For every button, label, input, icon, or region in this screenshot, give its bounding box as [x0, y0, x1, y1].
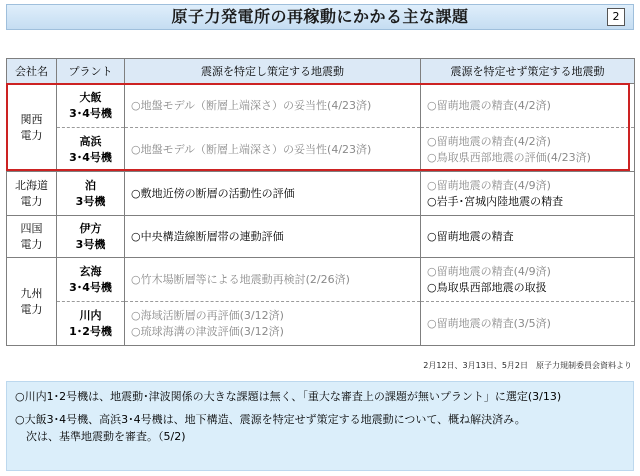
genkai-specified-issue: ○竹木場断層等による地震動再検討(2/26済): [125, 258, 421, 302]
summary-box: [6, 381, 634, 471]
table-row: [7, 258, 635, 302]
company-shikoku: 四国 電力: [7, 216, 57, 258]
source-note: 2月12日、3月13日、5月2日 原子力規制委員会資料より: [423, 361, 632, 370]
plant-ikata: 伊方 3号機: [57, 216, 125, 258]
table-row: [7, 172, 635, 216]
issues-table: [6, 58, 635, 346]
table-header-row: [7, 59, 635, 84]
tomari-unspecified-issue: ○留萌地震の精査(4/9済) ○岩手･宮城内陸地震の精査: [421, 172, 635, 216]
page-number: 2: [607, 8, 625, 26]
plant-tomari: 泊 3号機: [57, 172, 125, 216]
company-kansai: 関西 電力: [7, 84, 57, 172]
company-hokkaido: 北海道 電力: [7, 172, 57, 216]
ohi-specified-issue: ○地盤モデル（断層上端深さ）の妥当性(4/23済): [125, 84, 421, 128]
column-header-company: 会社名: [7, 59, 57, 84]
column-header-unspecified: 震源を特定せず策定する地震動: [421, 59, 635, 84]
tomari-specified-issue: ○敷地近傍の断層の活動性の評価: [125, 172, 421, 216]
column-header-plant: プラント: [57, 59, 125, 84]
table-row: [7, 302, 635, 346]
summary-line-ohi-takahama: ○大飯3･4号機、高浜3･4号機は、地下構造、震源を特定せず策定する地震動について、概ね解決済み。 次は、基準地震動を審査。（5/2): [15, 413, 526, 443]
takahama-specified-issue: ○地盤モデル（断層上端深さ）の妥当性(4/23済): [125, 128, 421, 172]
column-header-specified: 震源を特定し策定する地震動: [125, 59, 421, 84]
ohi-unspecified-issue: ○留萌地震の精査(4/2済): [421, 84, 635, 128]
table-row: [7, 216, 635, 258]
takahama-unspecified-issue: ○留萌地震の精査(4/2済) ○鳥取県西部地震の評価(4/23済): [421, 128, 635, 172]
table-row: [7, 128, 635, 172]
page-title: 原子力発電所の再稼動にかかる主な課題: [171, 7, 469, 26]
genkai-unspecified-issue: ○留萌地震の精査(4/9済) ○鳥取県西部地震の取扱: [421, 258, 635, 302]
summary-line-sendai: ○川内1･2号機は、地震動･津波関係の大きな課題は無く、「重大な審査上の課題が無いプラント」に選定(3/13): [15, 390, 562, 403]
ikata-unspecified-issue: ○留萌地震の精査: [421, 216, 635, 258]
plant-ohi: 大飯 3･4号機: [57, 84, 125, 128]
sendai-specified-issue: ○海域活断層の再評価(3/12済) ○琉球海溝の津波評価(3/12済): [125, 302, 421, 346]
sendai-unspecified-issue: ○留萌地震の精査(3/5済): [421, 302, 635, 346]
plant-sendai: 川内 1･2号機: [57, 302, 125, 346]
table-row: [7, 84, 635, 128]
plant-takahama: 高浜 3･4号機: [57, 128, 125, 172]
title-bar: [6, 4, 634, 30]
ikata-specified-issue: ○中央構造線断層帯の連動評価: [125, 216, 421, 258]
plant-genkai: 玄海 3･4号機: [57, 258, 125, 302]
company-kyushu: 九州 電力: [7, 258, 57, 346]
